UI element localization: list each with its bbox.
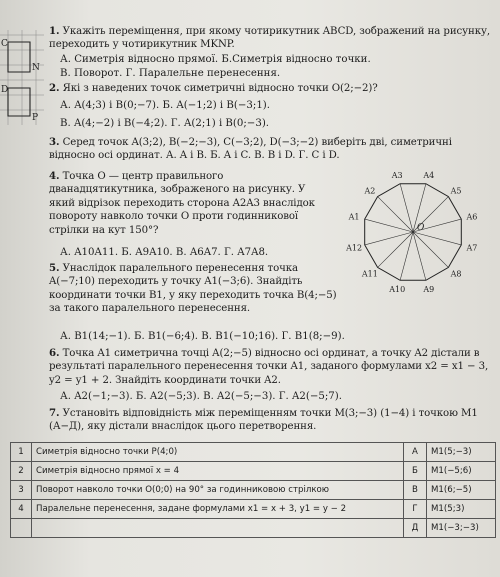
question-3-number: 3. [49,136,60,148]
transformation-cell [32,519,404,538]
transformation-cell: Паралельне перенесення, задане формулами x1 = x + 3, y1 = y − 2 [32,500,404,519]
row-number [11,519,32,538]
result-point: M1(5;3) [427,500,496,519]
result-point: M1(5;−3) [427,443,496,462]
radius-segment [413,232,448,267]
question-4-options: А. A10A11. Б. A9A10. В. A6A7. Г. A7A8. [60,247,269,258]
question-4 [49,170,334,237]
vertex-label: A1 [348,212,360,222]
quadrilateral-grid-figure [0,30,44,125]
question-4-text: Точка O — центр правильного дванадцятикутника, зображеного на рисунку. У який відрізок переходить сторона A2A3 внаслідок повороту навколо точки O проти годинникової стрілки на кут 150°? [49,171,315,236]
table-row [11,481,496,500]
table-row [11,519,496,538]
question-3-text: Серед точок A(3;2), B(−2;−3), C(−3;2), D(−3;−2) виберіть дві, симетричні відносно осі ординат. А. A і B. Б. A і C. В. B і D. Г. C і D. [49,137,452,162]
question-6 [49,347,497,387]
answer-letter: А [404,443,427,462]
fig-label-p: P [32,113,39,123]
fig-label-n: N [32,63,40,73]
transformation-cell: Поворот навколо точки O(0;0) на 90° за годинниковою стрілкою [32,481,404,500]
radius-segment [413,232,426,280]
question-4-number: 4. [49,170,60,182]
question-7-number: 7. [49,407,60,419]
answer-letter: Г [404,500,427,519]
answer-letter: Б [404,462,427,481]
vertex-label: A5 [450,186,462,196]
vertex-label: A4 [423,171,435,180]
question-6-number: 6. [49,347,60,359]
row-number: 4 [11,500,32,519]
vertex-label: A2 [364,186,376,196]
vertex-label: A6 [466,212,478,222]
question-1-options-b: В. Поворот. Г. Паралельне перенесення. [60,68,281,79]
radius-segment [365,232,413,245]
question-7 [49,407,497,434]
vertex-label: A12 [346,243,363,253]
question-2-options-a: А. A(4;3) і B(0;−7). Б. A(−1;2) і B(−3;1). [60,100,271,111]
question-6-text: Точка A1 симетрична точці A(2;−5) відносно осі ординат, а точку A2 дістали в результаті паралельного перенесення точки A1, заданого формулами x2 = x1 − 3, y2 = y1 + 2. Знайдіть координати точки A2. [49,348,489,386]
question-1 [49,25,497,52]
transformation-cell: Симетрія відносно прямої x = 4 [32,462,404,481]
radius-segment [413,232,461,245]
question-3 [49,136,497,163]
table-row [11,443,496,462]
question-2 [49,82,497,95]
question-5 [49,262,339,316]
fig-label-d: D [1,85,9,95]
vertex-label: A9 [423,285,435,294]
row-number: 1 [11,443,32,462]
question-5-number: 5. [49,262,60,274]
vertex-label: A11 [361,269,378,279]
radius-segment [365,219,413,232]
question-2-text: Які з наведених точок симетричні відносно точки O(2;−2)? [62,83,378,94]
vertex-label: A7 [466,243,478,253]
question-1-options-a: А. Симетрія відносно прямої. Б.Симетрія відносно точки. [60,54,371,65]
question-5-text: Унаслідок паралельного перенесення точка A(−7;10) переходить у точку A1(−3;6). Знайдіть координати точки B1, у яку переходить точка B(4;−5) за такого паралельного перенесення. [49,263,337,315]
question-7-text: Установіть відповідність між переміщенням точки M(3;−3) (1−4) і точкою M1 (А−Д), яку дістали внаслідок цього перетворення. [49,408,478,433]
vertex-label: A8 [450,269,462,279]
radius-segment [400,232,413,280]
matching-table [10,442,496,538]
question-2-number: 2. [49,82,60,94]
radius-segment [378,232,413,267]
row-number: 3 [11,481,32,500]
answer-letter: В [404,481,427,500]
radius-segment [378,197,413,232]
transformation-cell: Симетрія відносно точки P(4;0) [32,443,404,462]
table-row [11,462,496,481]
vertex-label: A10 [389,285,406,294]
radius-segment [400,184,413,232]
answer-letter: Д [404,519,427,538]
question-6-options: А. A2(−1;−3). Б. A2(−5;3). В. A2(−5;−3). Г. A2(−5;7). [60,391,342,402]
question-1-number: 1. [49,25,60,37]
fig-label-c: C [1,39,8,49]
result-point: M1(6;−5) [427,481,496,500]
question-1-text: Укажіть переміщення, при якому чотирикутник ABCD, зображений на рисунку, переходить у чотирикутник MKNP. [49,26,491,51]
vertex-label: A3 [391,171,403,180]
question-2-options-b: В. A(4;−2) і B(−4;2). Г. A(2;1) і B(0;−3). [60,118,270,129]
row-number: 2 [11,462,32,481]
result-point: M1(−5;6) [427,462,496,481]
result-point: M1(−3;−3) [427,519,496,538]
question-5-options: А. B1(14;−1). Б. B1(−6;4). В. B1(−10;16). Г. B1(8;−9). [60,331,345,342]
dodecagon-figure [338,170,488,302]
center-label: O [417,223,425,233]
table-row [11,500,496,519]
